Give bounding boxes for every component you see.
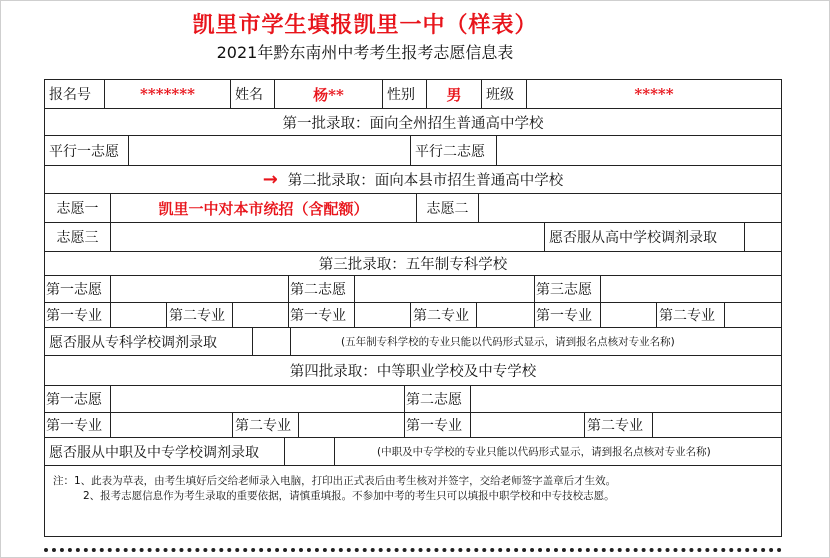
- vocational-adjust-label: 愿否服从专科学校调剂录取: [45, 328, 253, 355]
- note-line-1: 注：1、此表为草表，由考生填好后交给老师录入电脑，打印出正式表后由考生核对并签字，交给老师签字盖章后才生效。: [53, 475, 617, 487]
- application-form-table: [44, 79, 782, 537]
- batch2-wish-row: [45, 194, 781, 223]
- batch3-adjust-row: [45, 328, 781, 356]
- batch3-w2-major2-field[interactable]: [477, 303, 535, 327]
- batch2-wish3-row: [45, 223, 781, 252]
- parallel-wish1-field[interactable]: [129, 136, 411, 165]
- batch3-wish1-label: 第一志愿: [45, 276, 111, 302]
- batch4-heading-row: [45, 356, 781, 386]
- batch4-w1-major2-field[interactable]: [299, 413, 405, 437]
- gender-label: 性别: [383, 80, 427, 108]
- name-value[interactable]: 杨**: [275, 80, 383, 108]
- parallel-wish1-label: 平行一志愿: [45, 136, 129, 165]
- parallel-wish2-label: 平行二志愿: [411, 136, 497, 165]
- batch3-heading: 第三批录取：五年制专科学校: [318, 257, 508, 273]
- red-arrow-icon: →: [262, 169, 278, 190]
- vocational-adjust-field[interactable]: [253, 328, 291, 355]
- batch3-remark: (五年制专科学校的专业只能以代码形式显示，请到报名点核对专业名称): [341, 336, 675, 348]
- batch3-w2-major1-label: 第一专业: [289, 303, 355, 327]
- secondary-vocational-adjust-label: 愿否服从中职及中专学校调剂录取: [45, 438, 285, 465]
- batch4-w2-major2-field[interactable]: [653, 413, 781, 437]
- batch2-heading-row: [45, 166, 781, 194]
- batch4-w2-major1-field[interactable]: [471, 413, 585, 437]
- student-info-row: [45, 80, 781, 109]
- batch4-w1-major2-label: 第二专业: [233, 413, 299, 437]
- batch4-wish-row: [45, 386, 781, 413]
- batch1-heading-row: [45, 109, 781, 136]
- class-label: 班级: [482, 80, 527, 108]
- batch1-wish-row: [45, 136, 781, 166]
- wish2-field[interactable]: [479, 194, 781, 222]
- batch3-w3-major1-field[interactable]: [601, 303, 657, 327]
- hs-adjust-field[interactable]: [745, 223, 781, 251]
- hs-adjust-label: 愿否服从高中学校调剂录取: [545, 223, 745, 251]
- batch3-w1-major2-field[interactable]: [233, 303, 289, 327]
- batch4-major-row: [45, 413, 781, 438]
- batch3-w2-major2-label: 第二专业: [411, 303, 477, 327]
- batch3-w3-major1-label: 第一专业: [535, 303, 601, 327]
- batch3-w1-major1-field[interactable]: [111, 303, 167, 327]
- note-line-2: 2、报考志愿信息作为考生录取的重要依据，请慎重填报。不参加中考的考生只可以填报中职学校和中专技校志愿。: [83, 490, 615, 502]
- batch4-w1-major1-field[interactable]: [111, 413, 233, 437]
- batch3-wish3-field[interactable]: [601, 276, 781, 302]
- secondary-vocational-adjust-field[interactable]: [285, 438, 335, 465]
- batch3-w2-major1-field[interactable]: [355, 303, 411, 327]
- name-label: 姓名: [231, 80, 275, 108]
- wish1-value[interactable]: 凯里一中对本市统招（含配额）: [111, 194, 417, 222]
- page-break-line: [44, 548, 782, 552]
- batch3-w1-major1-label: 第一专业: [45, 303, 111, 327]
- wish3-field[interactable]: [111, 223, 545, 251]
- parallel-wish2-field[interactable]: [497, 136, 781, 165]
- batch4-adjust-row: [45, 438, 781, 466]
- batch3-wish3-label: 第三志愿: [535, 276, 601, 302]
- batch4-heading: 第四批录取：中等职业学校及中专学校: [289, 364, 537, 380]
- batch4-w2-major2-label: 第二专业: [585, 413, 653, 437]
- batch4-wish2-field[interactable]: [471, 386, 781, 412]
- batch2-heading: 第二批录取：面向本县市招生普通高中学校: [287, 173, 564, 189]
- batch1-heading: 第一批录取：面向全州招生普通高中学校: [282, 115, 544, 132]
- class-value[interactable]: *****: [634, 85, 674, 103]
- wish3-label: 志愿三: [45, 223, 111, 251]
- reg-number-label: 报名号: [45, 80, 105, 108]
- batch4-wish1-field[interactable]: [111, 386, 405, 412]
- gender-value[interactable]: 男: [427, 80, 482, 108]
- batch2-heading-cell: [45, 166, 781, 193]
- reg-number-value[interactable]: *******: [105, 80, 231, 108]
- wish1-label: 志愿一: [45, 194, 111, 222]
- batch3-w3-major2-field[interactable]: [725, 303, 781, 327]
- wish2-label: 志愿二: [417, 194, 479, 222]
- page-title: 凯里市学生填报凯里一中（样表）: [192, 12, 538, 38]
- batch4-w1-major1-label: 第一专业: [45, 413, 111, 437]
- batch3-heading-row: [45, 252, 781, 276]
- batch3-wish2-field[interactable]: [355, 276, 535, 302]
- notes-section: [45, 466, 781, 536]
- batch3-wish1-field[interactable]: [111, 276, 289, 302]
- batch4-remark: (中职及中专学校的专业只能以代码形式显示，请到报名点核对专业名称): [377, 446, 711, 458]
- batch4-wish2-label: 第二志愿: [405, 386, 471, 412]
- batch3-wish2-label: 第二志愿: [289, 276, 355, 302]
- batch4-w2-major1-label: 第一专业: [405, 413, 471, 437]
- batch3-major-row: [45, 303, 781, 328]
- batch4-wish1-label: 第一志愿: [45, 386, 111, 412]
- batch3-w1-major2-label: 第二专业: [167, 303, 233, 327]
- form-subtitle: 2021年黔东南州中考考生报考志愿信息表: [216, 43, 514, 62]
- batch3-wish-row: [45, 276, 781, 303]
- batch3-w3-major2-label: 第二专业: [657, 303, 725, 327]
